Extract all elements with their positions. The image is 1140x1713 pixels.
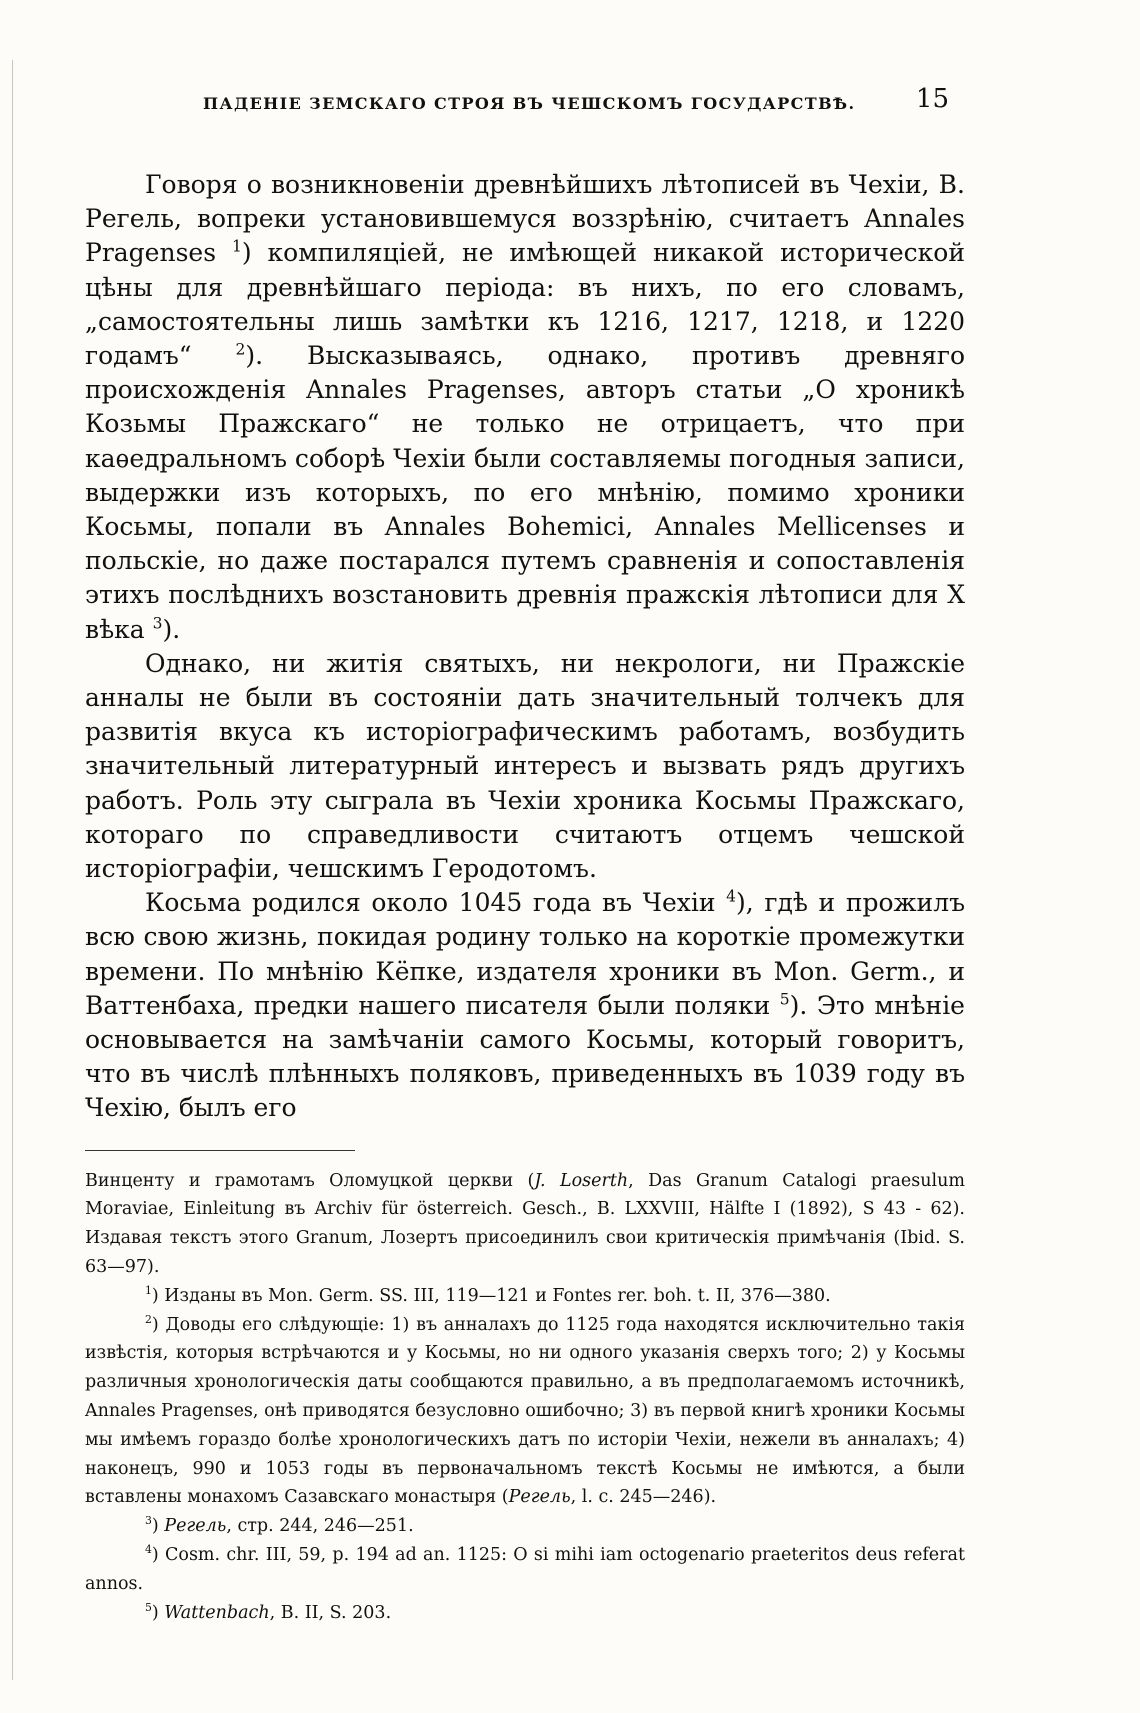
footnotes	[85, 1167, 965, 1628]
footnote-3	[85, 1512, 965, 1541]
footnote-separator	[85, 1150, 355, 1151]
footnote-1-text: ) Изданы въ Mon. Germ. SS. III, 119—121 и Fontes rer. boh. t. II, 376—380.	[151, 1285, 831, 1306]
footnote-4	[85, 1541, 965, 1599]
footnote-ref-1: 1	[231, 238, 242, 257]
footnote-3-text-b: , стр. 244, 246—251.	[226, 1516, 414, 1537]
footnote-5-text-b: , B. II, S. 203.	[269, 1602, 392, 1623]
footnote-3-text-a: )	[151, 1516, 165, 1537]
paragraph-1-part-d: ).	[162, 614, 181, 644]
paragraph-1-part-b: ) компиляціей, не имѣющей никакой исторической цѣны для древнѣйшаго періода: въ нихъ, по его словамъ, „самостоятельны лишь замѣтки къ 1216, 1217, 1218, и 1220 годамъ“	[85, 238, 965, 371]
footnote-continuation-a: Винценту и грамотамъ Оломуцкой церкви (	[85, 1170, 535, 1191]
footnote-3-mark: 3	[145, 1514, 152, 1528]
footnote-5-text-a: )	[151, 1602, 165, 1623]
paragraph-3	[85, 886, 965, 1125]
footnote-ref-2: 2	[235, 340, 246, 359]
book-page	[85, 80, 965, 1627]
running-title: ПАДЕНІЕ ЗЕМСКАГО СТРОЯ ВЪ ЧЕШСКОМЪ ГОСУДАРСТВѢ.	[203, 94, 856, 113]
footnote-5-author: Wattenbach	[164, 1602, 270, 1623]
footnote-ref-3: 3	[152, 614, 163, 633]
footnote-continuation-author: J. Loserth	[534, 1170, 629, 1191]
footnote-2-author: Регель	[508, 1487, 571, 1508]
footnote-4-text: ) Cosm. chr. III, 59, p. 194 ad an. 1125: O si mihi iam octogenario praeteritos deus referat annos.	[85, 1545, 965, 1594]
footnote-4-mark: 4	[145, 1543, 152, 1557]
footnote-2	[85, 1311, 965, 1513]
paragraph-3-part-b: ), гдѣ и прожилъ всю свою жизнь, покидая родину только на короткіе промежутки времени. По мнѣнію Кёпке, издателя хроники въ Mon. Germ., и Ваттенбаха, предки нашего писателя были поляки	[85, 888, 966, 1020]
footnote-continuation	[85, 1167, 965, 1282]
paragraph-1-part-c: ). Высказываясь, однако, противъ древняго происхожденія Annales Pragenses, авторъ статьи „О хроникѣ Козьмы Пражскаго“ не только не отрицаетъ, что при каѳедральномъ соборѣ Чехіи были составляемы погодныя записи, выдержки изъ которыхъ, по его мнѣнію, помимо хроники Косьмы, попали въ Annales Bohemici, Annales Mellicenses и польскіе, но даже постарался путемъ сравненія и сопоставленія этихъ послѣднихъ возстановить древнія пражскія лѣтописи для X вѣка	[85, 341, 965, 644]
footnote-2-mark: 2	[145, 1312, 152, 1326]
footnote-ref-5: 5	[779, 990, 790, 1009]
paragraph-1	[85, 168, 965, 647]
paragraph-2: Однако, ни житія святыхъ, ни некрологи, ни Пражскіе анналы не были въ состояніи дать значительный толчекъ для развитія вкуса къ исторіографическимъ работамъ, возбудить значительный литературный интересъ и вызвать рядъ другихъ работъ. Роль эту сыграла въ Чехіи хроника Косьмы Пражскаго, котораго по справедливости считаютъ отцемъ чешской исторіографіи, чешскимъ Геродотомъ.	[85, 648, 965, 884]
footnote-1-mark: 1	[145, 1284, 152, 1298]
running-head	[85, 80, 965, 130]
footnote-2-text-a: ) Доводы его слѣдующіе: 1) въ анналахъ до 1125 года находятся исключительно такія извѣстія, которыя встрѣчаются и у Косьмы, но ни одного указанія сверхъ того; 2) у Косьмы различныя хронологическія даты сообщаются правильно, а въ предполагаемомъ источникѣ, Annales Pragenses, онѣ приводятся безусловно ошибочно; 3) въ первой книгѣ хроники Косьмы мы имѣемъ гораздо болѣе хронологическихъ датъ по исторіи Чехіи, нежели въ анналахъ; 4) наконецъ, 990 и 1053 годы въ первоначальномъ текстѣ Косьмы не имѣются, а были вставлены монахомъ Сазавскаго монастыря (	[85, 1314, 965, 1508]
footnote-ref-4: 4	[726, 887, 737, 906]
footnote-5-mark: 5	[145, 1600, 152, 1614]
footnote-3-author: Регель	[164, 1516, 227, 1537]
main-text	[85, 168, 965, 1126]
paragraph-3-part-a: Косьма родился около 1045 года въ Чехіи	[145, 888, 727, 918]
footnote-continuation-b: , Das Granum Catalogi praesulum Moraviae, Einleitung въ Archiv für österreich. Gesch., B. LXXVIII, Hälfte I (1892), S 43 - 62). Издавая текстъ этого Granum, Лозертъ присоединилъ свои критическія примѣчанія (Ibid. S. 63—97).	[85, 1170, 966, 1278]
page-number: 15	[915, 84, 949, 114]
footnote-1	[85, 1282, 965, 1311]
paragraph-3-part-c: ). Это мнѣніе основывается на замѣчаніи самого Косьмы, который говоритъ, что въ числѣ плѣнныхъ поляковъ, приведенныхъ въ 1039 году въ Чехію, былъ его	[85, 990, 965, 1123]
paragraph-1-part-a: Говоря о возникновеніи древнѣйшихъ лѣтописей въ Чехіи, В. Регель, вопреки установившемуся воззрѣнію, считаетъ Annales Pragenses	[85, 170, 965, 268]
footnote-5	[85, 1599, 965, 1628]
scan-edge-line	[12, 60, 13, 1680]
footnote-2-text-b: , l. c. 245—246).	[570, 1487, 717, 1508]
